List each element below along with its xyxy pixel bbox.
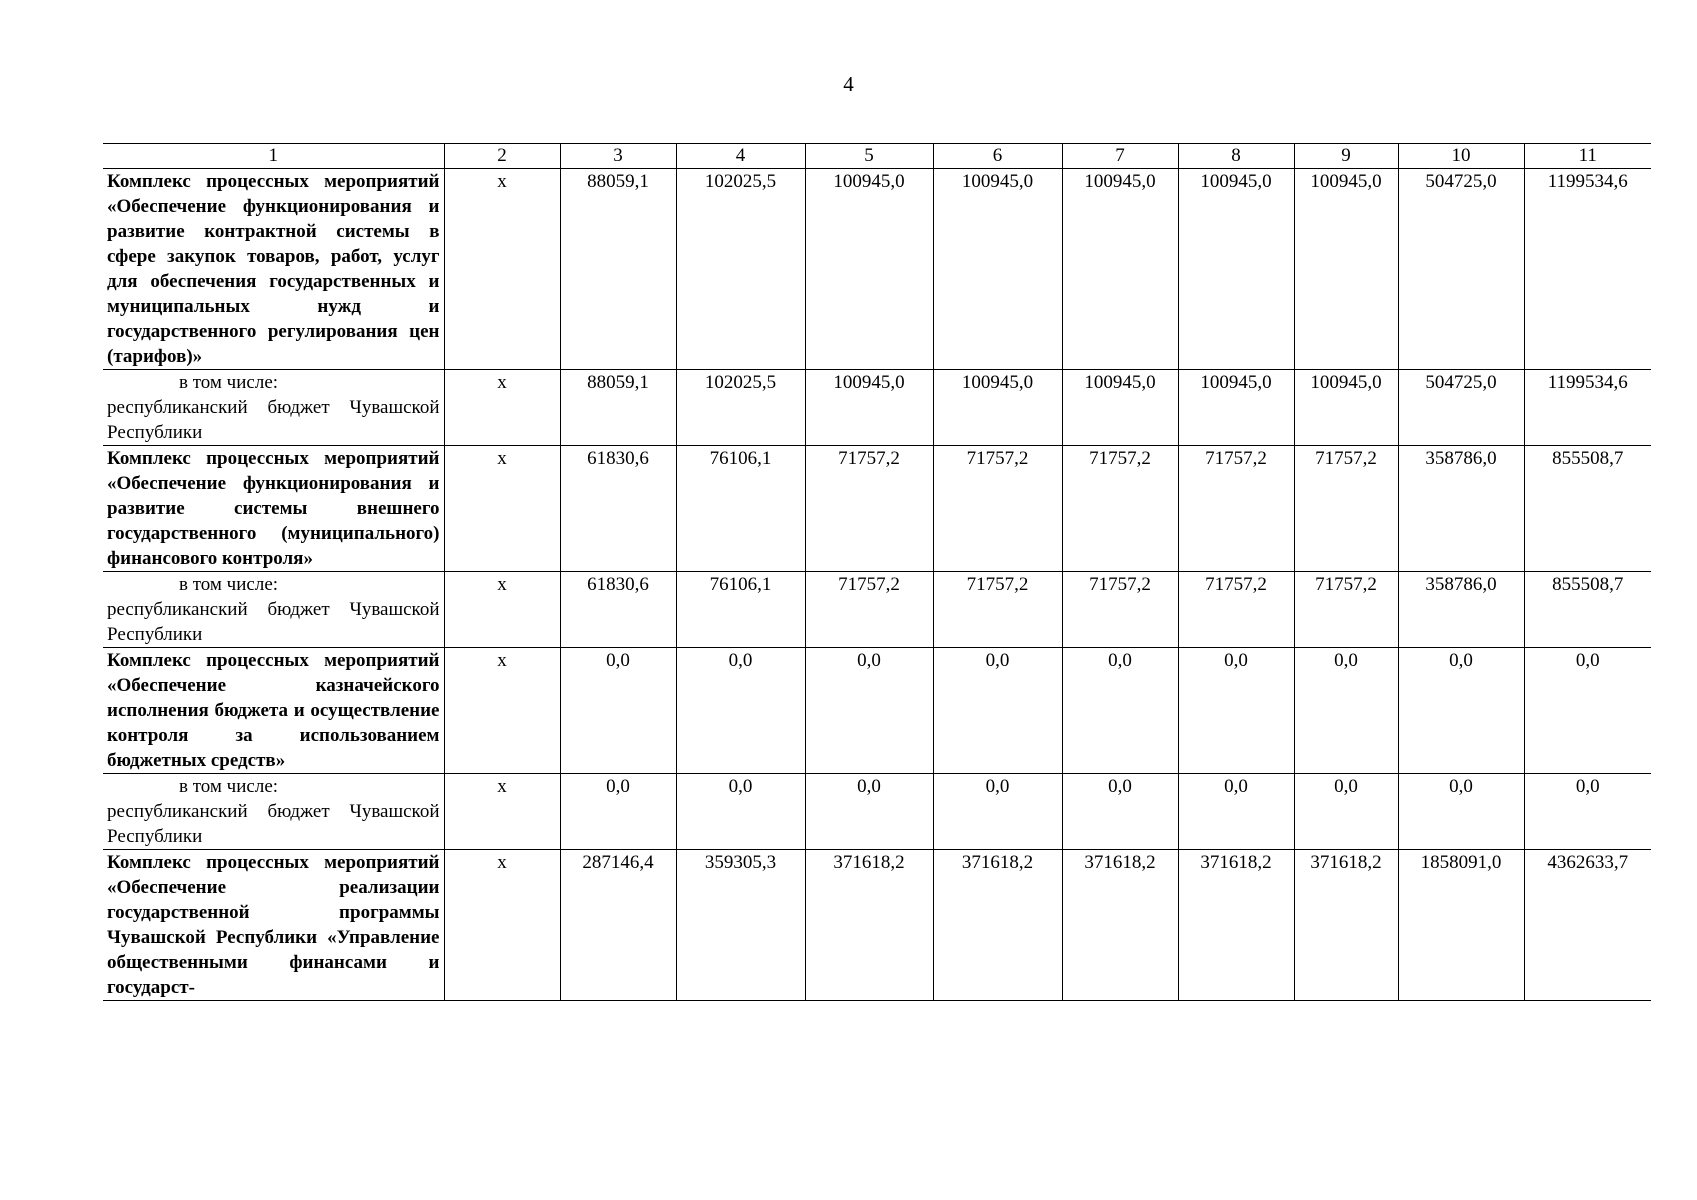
row-value-cell: 71757,2 bbox=[1062, 572, 1178, 648]
row-value-cell: 71757,2 bbox=[933, 446, 1062, 572]
row-value-cell: 371618,2 bbox=[933, 850, 1062, 1001]
row-value-cell: 0,0 bbox=[1062, 774, 1178, 850]
row-col2-cell: x bbox=[444, 370, 560, 446]
row-value-cell: 371618,2 bbox=[805, 850, 933, 1001]
row-value-cell: 71757,2 bbox=[805, 572, 933, 648]
column-header: 8 bbox=[1178, 144, 1294, 169]
row-value-cell: 359305,3 bbox=[676, 850, 805, 1001]
row-value-cell: 855508,7 bbox=[1524, 572, 1651, 648]
row-value-cell: 371618,2 bbox=[1178, 850, 1294, 1001]
row-value-cell: 0,0 bbox=[1062, 648, 1178, 774]
row-value-cell: 88059,1 bbox=[560, 370, 676, 446]
column-header: 10 bbox=[1398, 144, 1524, 169]
row-col2-cell: x bbox=[444, 774, 560, 850]
row-value-cell: 358786,0 bbox=[1398, 572, 1524, 648]
column-header: 6 bbox=[933, 144, 1062, 169]
row-name-cell bbox=[103, 648, 444, 774]
row-value-cell: 0,0 bbox=[1294, 648, 1398, 774]
row-value-cell: 0,0 bbox=[1524, 774, 1651, 850]
row-lead-label: в том числе: bbox=[179, 574, 279, 595]
column-header: 1 bbox=[103, 144, 444, 169]
column-header: 4 bbox=[676, 144, 805, 169]
row-value-cell: 0,0 bbox=[560, 774, 676, 850]
row-value-cell: 102025,5 bbox=[676, 169, 805, 370]
row-value-cell: 504725,0 bbox=[1398, 370, 1524, 446]
row-value-cell: 0,0 bbox=[676, 774, 805, 850]
row-name-text: республиканский бюджет Чувашской Республики bbox=[107, 397, 440, 443]
row-value-cell: 371618,2 bbox=[1294, 850, 1398, 1001]
row-value-cell: 100945,0 bbox=[1178, 169, 1294, 370]
table-row-program bbox=[103, 169, 1651, 370]
table-row-subtotal bbox=[103, 774, 1651, 850]
row-value-cell: 71757,2 bbox=[1178, 572, 1294, 648]
row-col2-cell: x bbox=[444, 572, 560, 648]
row-name-cell bbox=[103, 774, 444, 850]
row-value-cell: 76106,1 bbox=[676, 446, 805, 572]
row-lead-label: в том числе: bbox=[179, 776, 279, 797]
row-value-cell: 100945,0 bbox=[1062, 370, 1178, 446]
row-value-cell: 0,0 bbox=[805, 774, 933, 850]
row-value-cell: 855508,7 bbox=[1524, 446, 1651, 572]
row-value-cell: 61830,6 bbox=[560, 572, 676, 648]
row-value-cell: 100945,0 bbox=[805, 169, 933, 370]
row-value-cell: 0,0 bbox=[1178, 648, 1294, 774]
row-col2-cell: x bbox=[444, 169, 560, 370]
row-value-cell: 102025,5 bbox=[676, 370, 805, 446]
table-row-subtotal bbox=[103, 370, 1651, 446]
row-value-cell: 0,0 bbox=[1524, 648, 1651, 774]
row-value-cell: 1199534,6 bbox=[1524, 169, 1651, 370]
table-row-subtotal bbox=[103, 572, 1651, 648]
row-name-text: республиканский бюджет Чувашской Республики bbox=[107, 599, 440, 645]
table-body bbox=[103, 169, 1651, 1001]
row-value-cell: 100945,0 bbox=[933, 370, 1062, 446]
row-col2-cell: x bbox=[444, 446, 560, 572]
budget-table bbox=[103, 143, 1651, 1001]
row-value-cell: 0,0 bbox=[1398, 774, 1524, 850]
row-value-cell: 1858091,0 bbox=[1398, 850, 1524, 1001]
row-value-cell: 71757,2 bbox=[1178, 446, 1294, 572]
row-value-cell: 371618,2 bbox=[1062, 850, 1178, 1001]
row-value-cell: 0,0 bbox=[1178, 774, 1294, 850]
row-name-cell bbox=[103, 850, 444, 1001]
row-value-cell: 100945,0 bbox=[1178, 370, 1294, 446]
header-row bbox=[103, 144, 1651, 169]
column-header: 9 bbox=[1294, 144, 1398, 169]
row-value-cell: 61830,6 bbox=[560, 446, 676, 572]
row-value-cell: 0,0 bbox=[676, 648, 805, 774]
column-header: 7 bbox=[1062, 144, 1178, 169]
row-value-cell: 88059,1 bbox=[560, 169, 676, 370]
row-value-cell: 71757,2 bbox=[1294, 572, 1398, 648]
row-value-cell: 0,0 bbox=[933, 648, 1062, 774]
row-name-cell bbox=[103, 169, 444, 370]
table-row-program bbox=[103, 648, 1651, 774]
table-row-program bbox=[103, 446, 1651, 572]
row-name-text: Комплекс процессных мероприятий «Обеспечение функционирования и развитие контрактной системы в сфере закупок товаров, работ, услуг для обеспечения государственных и муниципальных нужд и государственного регулирования цен (тарифов)» bbox=[107, 171, 440, 367]
row-value-cell: 0,0 bbox=[933, 774, 1062, 850]
row-name-text: республиканский бюджет Чувашской Республики bbox=[107, 801, 440, 847]
row-name-text: Комплекс процессных мероприятий «Обеспечение функционирования и развитие системы внешнего государственного (муниципального) финансового контроля» bbox=[107, 448, 440, 569]
row-name-cell bbox=[103, 370, 444, 446]
row-value-cell: 100945,0 bbox=[1062, 169, 1178, 370]
row-value-cell: 0,0 bbox=[805, 648, 933, 774]
row-name-text: Комплекс процессных мероприятий «Обеспечение реализации государственной программы Чувашской Республики «Управление общественными финансами и государст- bbox=[107, 852, 440, 998]
row-value-cell: 100945,0 bbox=[933, 169, 1062, 370]
row-value-cell: 100945,0 bbox=[805, 370, 933, 446]
column-header: 5 bbox=[805, 144, 933, 169]
column-header: 3 bbox=[560, 144, 676, 169]
row-value-cell: 76106,1 bbox=[676, 572, 805, 648]
row-value-cell: 504725,0 bbox=[1398, 169, 1524, 370]
row-name-cell bbox=[103, 572, 444, 648]
row-value-cell: 100945,0 bbox=[1294, 169, 1398, 370]
row-value-cell: 71757,2 bbox=[1294, 446, 1398, 572]
row-name-cell bbox=[103, 446, 444, 572]
row-value-cell: 100945,0 bbox=[1294, 370, 1398, 446]
row-value-cell: 287146,4 bbox=[560, 850, 676, 1001]
row-lead-label: в том числе: bbox=[179, 372, 279, 393]
row-col2-cell: x bbox=[444, 648, 560, 774]
row-value-cell: 71757,2 bbox=[933, 572, 1062, 648]
row-value-cell: 358786,0 bbox=[1398, 446, 1524, 572]
row-name-text: Комплекс процессных мероприятий «Обеспечение казначейского исполнения бюджета и осуществление контроля за использованием бюджетных средств» bbox=[107, 650, 440, 771]
row-value-cell: 0,0 bbox=[1398, 648, 1524, 774]
page-number: 4 bbox=[843, 72, 854, 96]
row-value-cell: 0,0 bbox=[560, 648, 676, 774]
row-col2-cell: x bbox=[444, 850, 560, 1001]
row-value-cell: 1199534,6 bbox=[1524, 370, 1651, 446]
row-value-cell: 71757,2 bbox=[805, 446, 933, 572]
row-value-cell: 4362633,7 bbox=[1524, 850, 1651, 1001]
column-header: 2 bbox=[444, 144, 560, 169]
row-value-cell: 71757,2 bbox=[1062, 446, 1178, 572]
row-value-cell: 0,0 bbox=[1294, 774, 1398, 850]
table-row-program bbox=[103, 850, 1651, 1001]
column-header: 11 bbox=[1524, 144, 1651, 169]
